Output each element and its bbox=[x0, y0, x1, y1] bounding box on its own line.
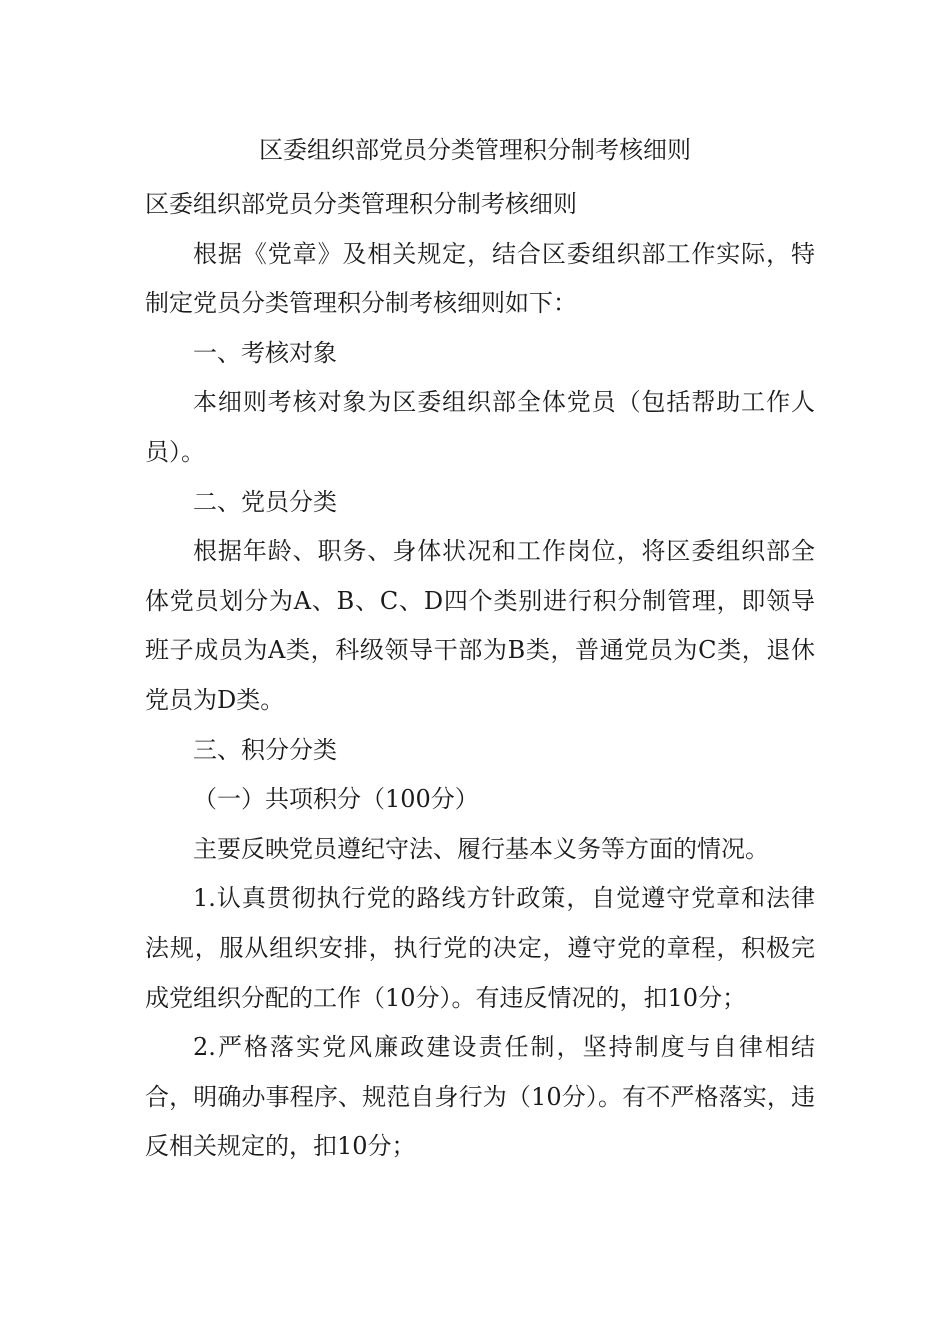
subsection-heading-common-points: （一）共项积分（100分） bbox=[193, 785, 479, 814]
document-title: 区委组织部党员分类管理积分制考核细则 bbox=[259, 136, 691, 164]
list-item-2: 2.严格落实党风廉政建设责任制，坚持制度与自律相结合，明确办事程序、规范自身行为（10分）。有不严格落实，违反相关规定的，扣10分； bbox=[145, 1033, 815, 1161]
list-item-1: 1.认真贯彻执行党的路线方针政策，自觉遵守党章和法律法规，服从组织安排，执行党的决定，遵守党的章程，积极完成党组织分配的工作（10分）。有违反情况的，扣10分； bbox=[145, 884, 815, 1012]
section-heading-member-classification: 二、党员分类 bbox=[193, 487, 337, 516]
paragraph-member-classification: 根据年龄、职务、身体状况和工作岗位，将区委组织部全体党员划分为A、B、C、D四个类别进行积分制管理，即领导班子成员为A类，科级领导干部为B类，普通党员为C类，退休党员为D类。 bbox=[145, 537, 815, 714]
document-body bbox=[145, 180, 815, 1172]
section-heading-points-classification: 三、积分分类 bbox=[193, 735, 337, 764]
paragraph-common-points-desc: 主要反映党员遵纪守法、履行基本义务等方面的情况。 bbox=[193, 834, 769, 863]
paragraph-assessment-target: 本细则考核对象为区委组织部全体党员（包括帮助工作人员）。 bbox=[145, 388, 815, 466]
section-heading-assessment-target: 一、考核对象 bbox=[193, 338, 337, 367]
document-subtitle: 区委组织部党员分类管理积分制考核细则 bbox=[145, 190, 577, 218]
paragraph-intro: 根据《党章》及相关规定，结合区委组织部工作实际，特制定党员分类管理积分制考核细则如下： bbox=[145, 239, 815, 318]
